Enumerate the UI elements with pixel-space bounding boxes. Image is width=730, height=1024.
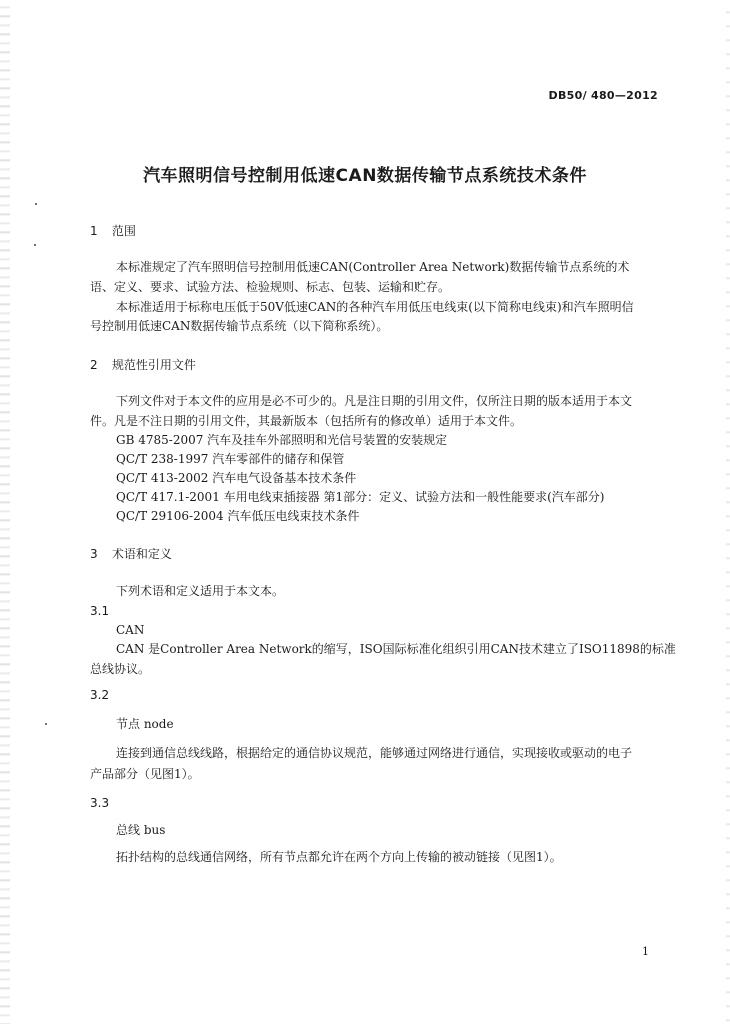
- paragraph-line: 件。凡是不注日期的引用文件，其最新版本（包括所有的修改单）适用于本文件。: [90, 414, 523, 428]
- paragraph-line: 本标准适用于标称电压低于50V低速CAN的各种汽车用低压电线束(以下简称电线束)和汽车照明信: [116, 300, 634, 314]
- section-title: 术语和定义: [111, 547, 172, 561]
- scan-right-edge: [726, 0, 730, 1024]
- page-number: 1: [642, 945, 649, 958]
- section-title: 规范性引用文件: [111, 358, 196, 372]
- reference-item: QC/T 413-2002 汽车电气设备基本技术条件: [116, 471, 357, 485]
- section-number: 1: [90, 224, 98, 238]
- paragraph-line: 号控制用低速CAN数据传输节点系统（以下简称系统）。: [90, 319, 389, 333]
- term-name: 总线 bus: [116, 823, 166, 837]
- term-definition-line: 总线协议。: [90, 662, 151, 676]
- section-title: 范围: [111, 224, 136, 238]
- reference-item: GB 4785-2007 汽车及挂车外部照明和光信号装置的安装规定: [116, 433, 448, 447]
- paragraph-line: 语、定义、要求、试验方法、检验规则、标志、包装、运输和贮存。: [90, 280, 451, 294]
- reference-item: QC/T 417.1-2001 车用电线束插接器 第1部分：定义、试验方法和一般性能要求(汽车部分): [116, 490, 605, 504]
- term-name: 节点 node: [116, 717, 174, 731]
- term-number: 3.1: [90, 604, 110, 618]
- term-definition-line: CAN 是Controller Area Network的缩写，ISO国际标准化组织引用CAN技术建立了ISO11898的标准: [116, 642, 676, 656]
- section-2-heading: [90, 357, 196, 373]
- scan-speck: [45, 723, 47, 725]
- term-definition-line: 产品部分（见图1）。: [90, 767, 200, 781]
- term-number: 3.3: [90, 796, 110, 810]
- term-definition-line: 拓扑结构的总线通信网络，所有节点都允许在两个方向上传输的被动链接（见图1）。: [116, 850, 562, 864]
- section-number: 2: [90, 358, 98, 372]
- section-3-heading: [90, 546, 172, 562]
- term-number: 3.2: [90, 688, 110, 702]
- scan-speck: [34, 244, 36, 246]
- reference-item: QC/T 29106-2004 汽车低压电线束技术条件: [116, 509, 360, 523]
- term-name: CAN: [116, 623, 145, 637]
- section-1-heading: [90, 223, 136, 239]
- paragraph-line: 下列术语和定义适用于本文本。: [116, 584, 285, 598]
- paragraph-line: 下列文件对于本文件的应用是必不可少的。凡是注日期的引用文件，仅所注日期的版本适用于本文: [116, 394, 633, 408]
- section-number: 3: [90, 547, 98, 561]
- reference-item: QC/T 238-1997 汽车零部件的储存和保管: [116, 452, 345, 466]
- scan-speck: [35, 203, 37, 205]
- standard-code: DB50/ 480—2012: [548, 89, 658, 102]
- term-definition-line: 连接到通信总线线路，根据给定的通信协议规范，能够通过网络进行通信，实现接收或驱动的电子: [116, 746, 633, 760]
- paragraph-line: 本标准规定了汽车照明信号控制用低速CAN(Controller Area Network)数据传输节点系统的术: [116, 260, 630, 274]
- scan-left-edge: [0, 0, 10, 1024]
- document-title: 汽车照明信号控制用低速CAN数据传输节点系统技术条件: [143, 166, 587, 186]
